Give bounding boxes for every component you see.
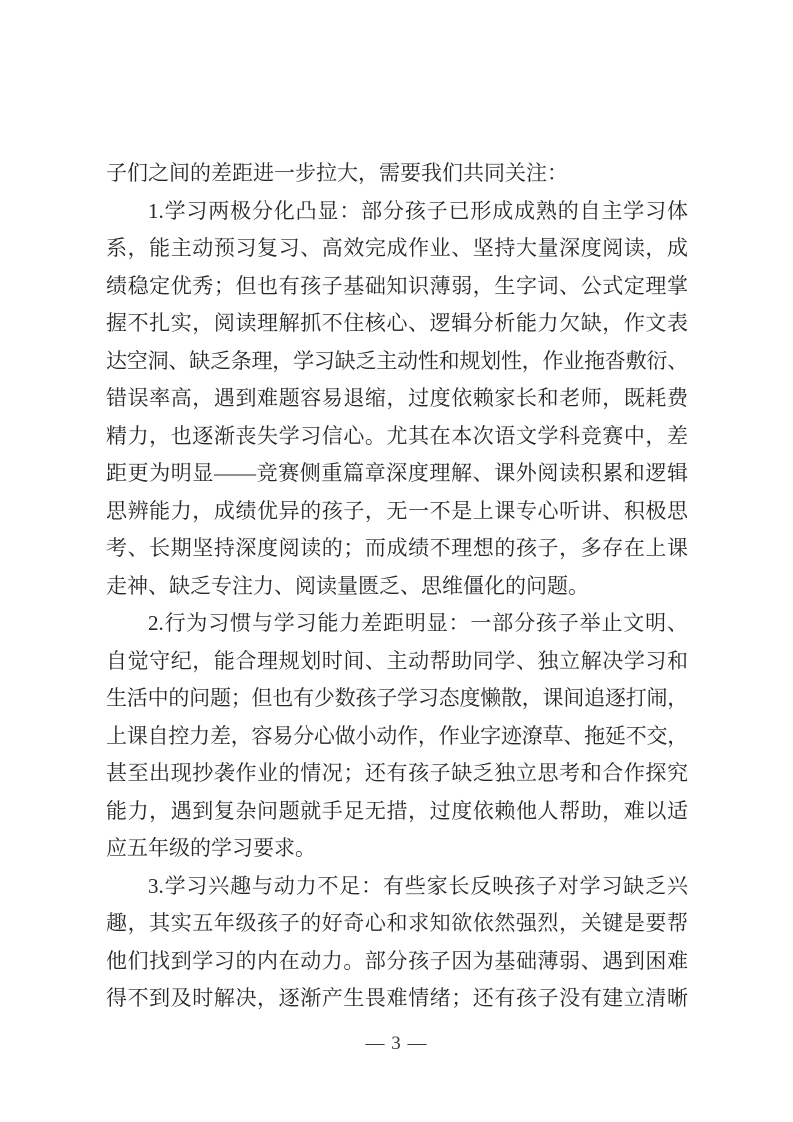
text-line: 考、长期坚持深度阅读的；而成绩不理想的孩子，多存在上课 — [106, 536, 688, 560]
text-line: 系，能主动预习复习、高效完成作业、坚持大量深度阅读，成 — [106, 236, 688, 260]
text-line: 错误率高，遇到难题容易退缩，过度依赖家长和老师，既耗费 — [106, 386, 688, 410]
text-line: 1.学习两极分化凸显：部分孩子已形成成熟的自主学习体 — [148, 198, 688, 223]
text-line: 生活中的问题；但也有少数孩子学习态度懒散，课间追逐打闹， — [106, 686, 688, 710]
text-line: 走神、缺乏专注力、阅读量匮乏、思维僵化的问题。 — [106, 573, 589, 598]
text-line: 应五年级的学习要求。 — [106, 836, 316, 860]
text-line: 绩稳定优秀；但也有孩子基础知识薄弱，生字词、公式定理掌 — [106, 273, 688, 298]
text-line: 2.行为习惯与学习能力差距明显：一部分孩子举止文明、 — [148, 611, 688, 635]
text-line: 趣，其实五年级孩子的好奇心和求知欲依然强烈，关键是要帮 — [106, 911, 688, 935]
text-line: 握不扎实，阅读理解抓不住核心、逻辑分析能力欠缺，作文表 — [106, 311, 688, 335]
document-text-block — [106, 155, 688, 1018]
text-line: 达空洞、缺乏条理，学习缺乏主动性和规划性，作业拖沓敷衍、 — [106, 348, 688, 373]
text-line: 甚至出现抄袭作业的情况；还有孩子缺乏独立思考和合作探究 — [106, 761, 688, 785]
text-line: 精力，也逐渐丧失学习信心。尤其在本次语文学科竞赛中，差 — [106, 423, 688, 448]
text-line: 距更为明显——竞赛侧重篇章深度理解、课外阅读积累和逻辑 — [106, 461, 688, 485]
text-line: 思辨能力，成绩优异的孩子，无一不是上课专心听讲、积极思 — [106, 498, 688, 523]
text-line: 自觉守纪，能合理规划时间、主动帮助同学、独立解决学习和 — [106, 648, 688, 673]
text-line: 子们之间的差距进一步拉大，需要我们共同关注： — [106, 161, 568, 185]
text-line: 能力，遇到复杂问题就手足无措，过度依赖他人帮助，难以适 — [106, 798, 688, 823]
text-line: 得不到及时解决，逐渐产生畏难情绪；还有孩子没有建立清晰 — [106, 986, 688, 1010]
text-line: 上课自控力差，容易分心做小动作，作业字迹潦草、拖延不交， — [106, 723, 688, 748]
page-number: — 3 — — [365, 1033, 428, 1054]
text-line: 3.学习兴趣与动力不足：有些家长反映孩子对学习缺乏兴 — [148, 873, 688, 898]
text-line: 他们找到学习的内在动力。部分孩子因为基础薄弱、遇到困难 — [106, 948, 688, 973]
